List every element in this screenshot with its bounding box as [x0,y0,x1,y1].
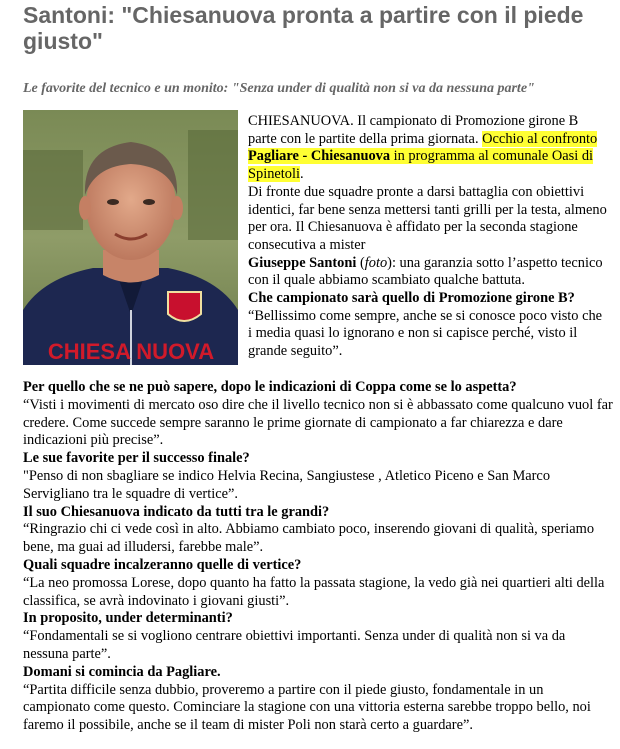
question: Che campionato sarà quello di Promozione girone B? [248,290,575,307]
answer: “Bellissimo come sempre, anche se si conosce poco visto che i media quasi lo ignorano e non si capisce perché, visto il grande seguito”. [248,307,603,360]
interview-body [23,379,613,735]
answer: “Partita difficile senza dubbio, proveremo a partire con il piede giusto, fondamentale in un campionato come questo. Cominciare la stagione con una vittoria esterna sarebbe troppo bello, noi faremo il possibile, anche se il team di mister Poli non starà certo a guardare”. [23,681,591,734]
question: Per quello che se ne può sapere, dopo le indicazioni di Coppa come se lo aspetta? [23,379,517,395]
intro-column [248,113,608,361]
intro-paragraph-2: Di fronte due squadre pronte a darsi battaglia con obiettivi identici, far bene senza mettersi tanti grilli per la testa, almeno per ora. Il Chiesanuova è affidato per la seconda stagione consecutiva a mister [248,183,607,253]
question: Domani si comincia da Pagliare. [23,663,221,680]
answer: “La neo promossa Lorese, dopo quanto ha fatto la passata stagione, la vedo già nei quartieri alti della classifica, se avrà indovinato i giovani giusti”. [23,574,605,609]
question: In proposito, under determinanti? [23,610,233,627]
article-subtitle: Le favorite del tecnico e un monito: "Senza under di qualità non si va da nessuna parte" [23,81,535,96]
question: Quali squadre incalzeranno quelle di vertice? [23,556,302,573]
answer: "Penso di non sbagliare se indico Helvia Recina, Sangiustese , Atletico Piceno e San Marco Servigliano tra le squadre di vertice”. [23,467,551,502]
answer: “Fondamentali se si vogliono centrare obiettivi importanti. Senza under di qualità non si va da nessuna parte”. [23,628,566,662]
intro-paragraph-3: Giuseppe Santoni (foto): una garanzia sotto l’aspetto tecnico con il quale abbiamo scambiato qualche battuta. [248,254,603,289]
highlighted-text: Occhio al confronto Pagliare - Chiesanuova in programma al comunale Oasi di Spinetoli [248,130,598,183]
intro-paragraph-1: CHIESANUOVA. Il campionato di Promozione girone B parte con le partite della prima giornata. Occhio al confronto Pagliare - Chiesanuova in programma al comunale Oasi di Spinetoli. [248,113,598,183]
question: Il suo Chiesanuova indicato da tutti tra le grandi? [23,503,330,520]
coach-name: Giuseppe Santoni [248,254,357,271]
coach-photo [23,110,238,365]
answer: “Ringrazio chi ci vede così in alto. Abbiamo cambiato poco, inserendo giovani di qualità, speriamo bene, ma guai ad illudersi, farebbe male”. [23,521,595,556]
question: Le sue favorite per il successo finale? [23,450,250,467]
article-title: Santoni: "Chiesanuova pronta a partire con il piede giusto" [23,2,584,54]
answer: “Visti i movimenti di mercato oso dire che il livello tecnico non si è abbassato come qualcuno vuol far credere. Come succede sempre saranno le prime giornate di campionato a far chiarezza e dare indicazioni più precise”. [23,396,613,449]
jacket-lettering: CHIESA NUOVA [47,339,215,364]
